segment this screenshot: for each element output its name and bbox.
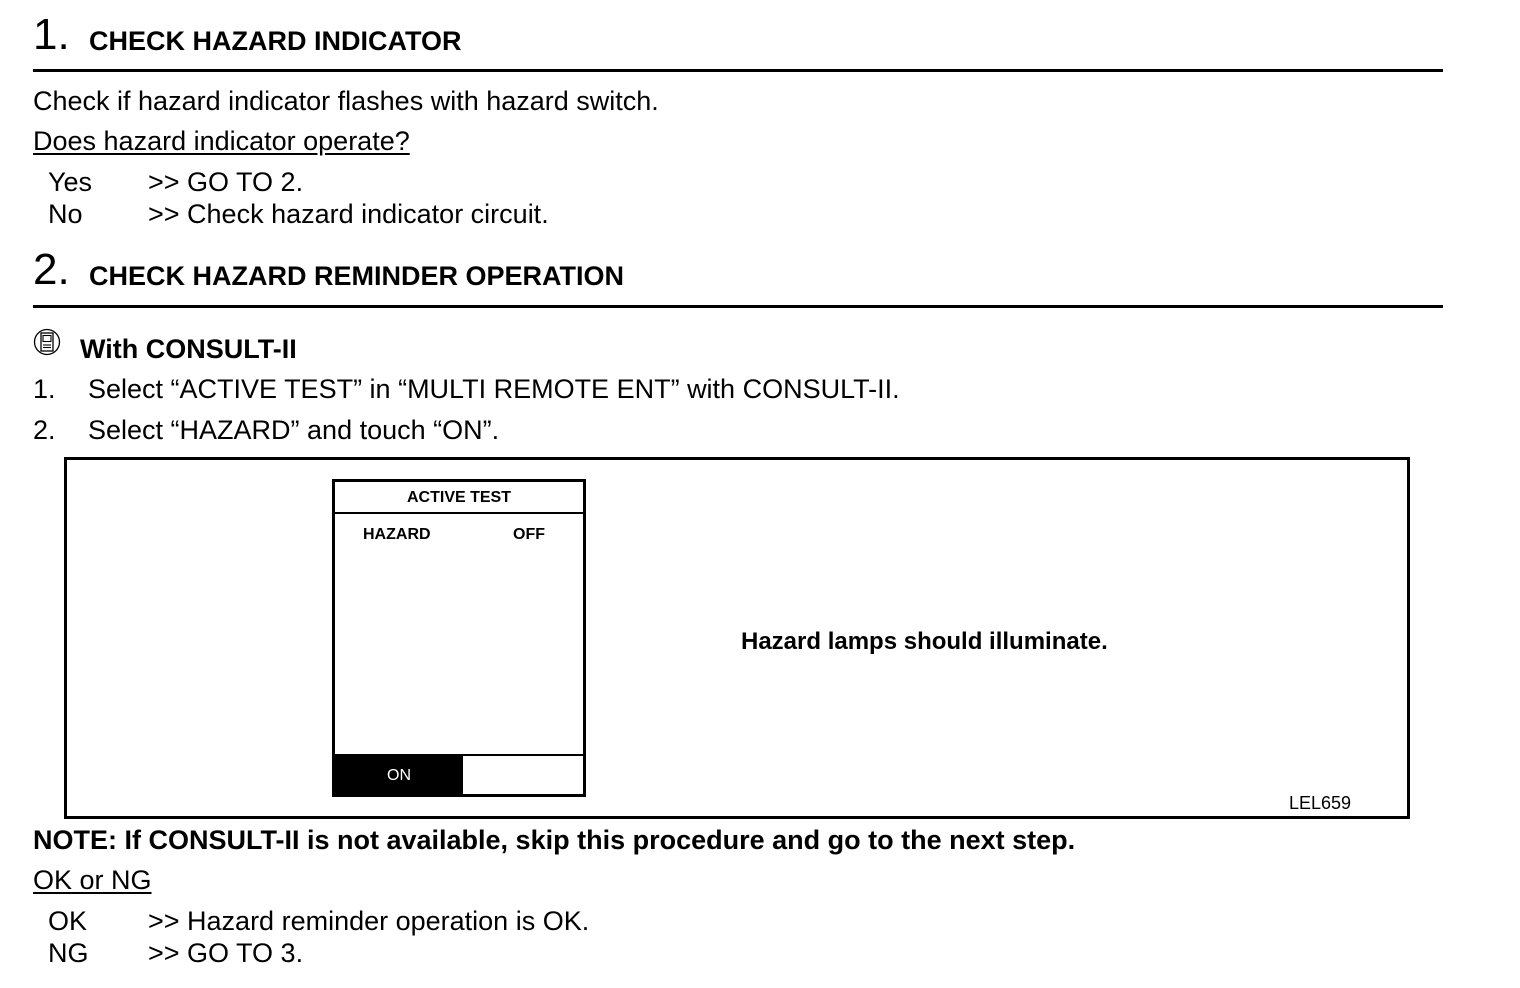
- step-1-instruction: Check if hazard indicator flashes with hazard switch.: [33, 86, 659, 116]
- step-2-question: OK or NG: [33, 865, 152, 895]
- item-value: OFF: [513, 526, 545, 543]
- step-2-answer-key: OK: [48, 906, 88, 936]
- consult-icon: [33, 328, 61, 356]
- step-2-divider: [33, 305, 1443, 308]
- consult-screen: [332, 479, 586, 797]
- item-name: HAZARD: [363, 526, 431, 543]
- step-1-answer-action[interactable]: >> GO TO 2.: [148, 167, 304, 197]
- step-1-question: Does hazard indicator operate?: [33, 126, 410, 156]
- consult-figure: [64, 457, 1410, 819]
- step-1-title: CHECK HAZARD INDICATOR: [89, 26, 462, 56]
- screen-footer: [335, 754, 583, 794]
- step-2-answer-action[interactable]: >> Hazard reminder operation is OK.: [148, 906, 590, 936]
- step-1-answer-key: Yes: [48, 167, 93, 197]
- step-2-title: CHECK HAZARD REMINDER OPERATION: [89, 261, 625, 291]
- step-2-answer-action[interactable]: >> GO TO 3.: [148, 938, 304, 968]
- procedure-number: 2.: [33, 415, 56, 445]
- figure-code: LEL659: [1289, 793, 1352, 813]
- step-2-number: 2.: [33, 245, 70, 294]
- step-1-answer-key: No: [48, 199, 83, 229]
- screen-title: ACTIVE TEST: [335, 482, 583, 514]
- procedure-text: Select “HAZARD” and touch “ON”.: [88, 415, 500, 445]
- procedure-number: 1.: [33, 374, 56, 404]
- on-button[interactable]: ON: [335, 756, 463, 794]
- consult-mode-label: With CONSULT-II: [80, 334, 297, 364]
- step-1-number: 1.: [33, 10, 70, 59]
- step-1-answer-action[interactable]: >> Check hazard indicator circuit.: [148, 199, 549, 229]
- step-1-divider: [33, 69, 1443, 72]
- note-text: NOTE: If CONSULT-II is not available, skip this procedure and go to the next step.: [33, 825, 1076, 855]
- figure-note: Hazard lamps should illuminate.: [741, 628, 1108, 655]
- step-2-answer-key: NG: [48, 938, 89, 968]
- procedure-text: Select “ACTIVE TEST” in “MULTI REMOTE ENT” with CONSULT-II.: [88, 374, 900, 404]
